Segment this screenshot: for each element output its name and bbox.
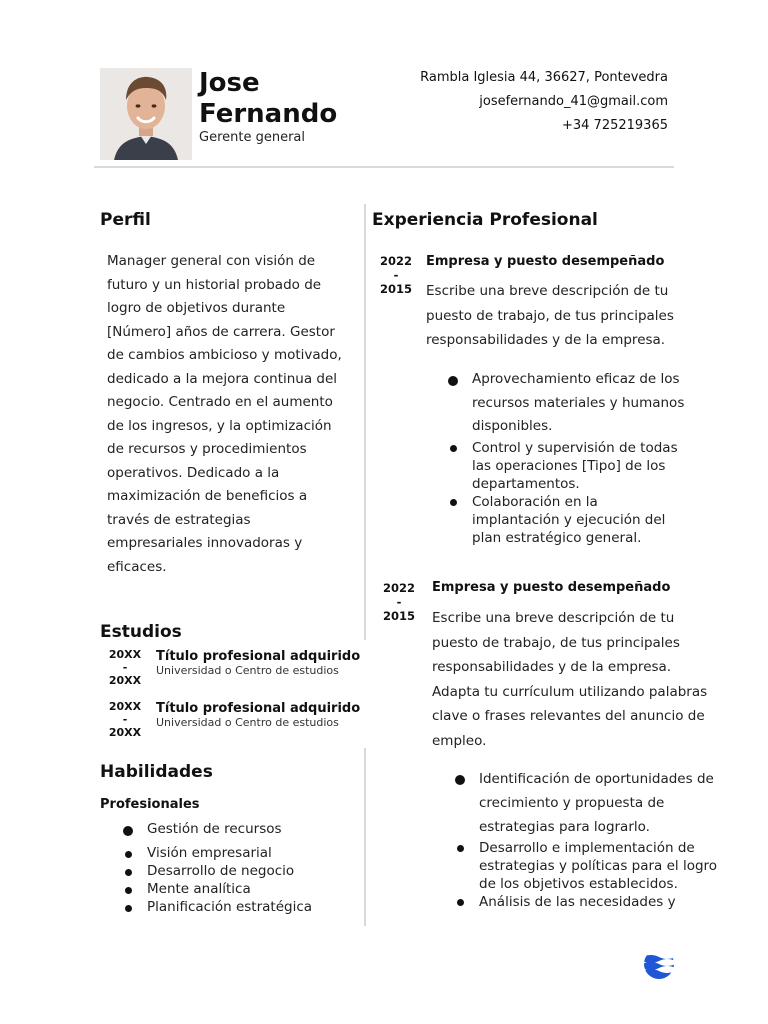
candidate-name [199,68,337,130]
bullet-line: crecimiento y propuesta de [479,795,665,811]
education-details [156,649,376,677]
bullet-line: las operaciones [Tipo] de los [472,457,666,474]
date-separator: - [122,713,128,726]
bullet-icon [125,869,132,876]
bullet-line: estrategias para lograrlo. [479,819,650,835]
bullet-line: de los objetivos establecidos. [479,876,678,892]
bullet-line: recursos materiales y humanos [472,394,685,411]
desc-line: clave o frases relevantes del anuncio de [432,708,705,724]
profile-line: de cambios ambicioso y motivado, [107,347,342,363]
job-bullet [448,439,728,493]
profile-photo [100,68,192,160]
skill-item [123,898,353,916]
first-name: Jose [199,68,260,98]
bullet-icon [123,826,133,836]
job-bullet [448,493,728,547]
skills-subheading: Profesionales [100,797,200,812]
bullet-icon [125,851,132,858]
date-end: 2015 [379,282,412,296]
bullet-line: Colaboración en la [472,493,598,510]
email: josefernando_41@gmail.com [479,94,668,109]
profile-text [107,250,357,579]
job-bullets [448,368,728,547]
job-bullet [455,893,740,911]
job-dates [379,254,413,296]
bullet-icon [450,499,457,506]
education-details [156,701,376,729]
date-separator: - [396,595,402,609]
skill-label: Mente analítica [147,881,251,897]
bullet-icon [457,899,464,906]
skill-label: Visión empresarial [147,845,272,861]
profile-line: Manager general con visión de [107,253,316,269]
skill-item [123,880,353,898]
address: Rambla Iglesia 44, 36627, Pontevedra [420,70,668,85]
skill-label: Planificación estratégica [147,899,313,915]
job-bullet [455,767,740,839]
job-bullets [455,767,740,911]
bullet-icon [125,887,132,894]
bullet-line: disponibles. [472,418,553,434]
job-dates [382,581,416,623]
profile-line: través de estrategias [107,511,251,528]
bullet-line: departamentos. [472,475,580,492]
wave-globe-logo-icon [642,948,676,980]
bullet-line: estrategias y políticas para el logro [479,858,718,874]
degree-title: Título profesional adquirido [156,701,361,716]
profile-line: futuro y un historial probado de [107,276,322,293]
job-role: Gerente general [199,130,306,145]
header-divider [94,166,674,168]
bullet-icon [125,905,132,912]
job-title: Empresa y puesto desempeñado [432,580,671,595]
profile-line: empresariales innovadoras y [107,535,303,551]
profile-heading: Perfil [100,210,151,230]
desc-line: empleo. [432,732,487,749]
profile-line: [Número] años de carrera. Gestor [107,323,335,340]
bullet-line: implantación y ejecución del [472,511,666,528]
school-name: Universidad o Centro de estudios [156,664,339,677]
desc-line: puesto de trabajo, de tus principales [426,307,674,324]
bullet-icon [450,445,457,452]
degree-title: Título profesional adquirido [156,649,361,664]
education-dates [108,648,142,687]
bullet-line: Análisis de las necesidades y [479,894,676,910]
column-divider [364,748,366,926]
bullet-icon [457,845,464,852]
date-start: 20XX [108,700,142,713]
skill-item [123,820,353,838]
education-dates [108,700,142,739]
desc-line: Escribe una breve descripción de tu [432,610,675,626]
skill-item [123,862,353,880]
job-description [432,606,732,753]
bullet-icon [455,775,465,785]
date-end: 2015 [382,609,415,623]
skills-heading: Habilidades [100,762,213,782]
skill-label: Desarrollo de negocio [147,863,295,879]
job-bullet [455,839,740,893]
date-separator: - [393,268,399,282]
desc-line: puesto de trabajo, de tus principales [432,634,680,651]
job-bullet [448,368,728,439]
skill-label: Gestión de recursos [147,821,282,837]
desc-line: responsabilidades y de la empresa. [432,659,672,675]
skill-item [123,844,353,862]
job-title: Empresa y puesto desempeñado [426,254,665,269]
profile-line: dedicado a la mejora continua del [107,370,338,387]
bullet-icon [448,376,458,386]
bullet-line: Control y supervisión de todas [472,439,678,456]
education-heading: Estudios [100,622,182,642]
profile-line: eficaces. [107,558,167,575]
profile-line: operativos. Dedicado a la [107,464,280,481]
date-start: 2022 [379,254,412,268]
date-end: 20XX [108,726,142,739]
experience-heading: Experiencia Profesional [372,210,598,230]
profile-line: logro de objetivos durante [107,300,286,316]
desc-line: responsabilidades y de la empresa. [426,332,666,348]
date-end: 20XX [108,674,142,687]
skills-list [123,820,353,916]
contact-block [420,66,668,138]
phone: +34 725219365 [561,118,668,133]
last-name: Fernando [199,99,338,129]
school-name: Universidad o Centro de estudios [156,716,339,729]
desc-line: Escribe una breve descripción de tu [426,283,669,299]
bullet-line: Desarrollo e implementación de [479,840,695,856]
profile-line: maximización de beneficios a [107,488,308,504]
desc-line: Adapta tu currículum utilizando palabras [432,683,708,700]
bullet-line: Aprovechamiento eficaz de los [472,371,680,387]
profile-line: negocio. Centrado en el aumento [107,394,333,410]
bullet-line: plan estratégico general. [472,529,642,546]
profile-line: de los ingresos, y la optimización [107,417,332,434]
date-start: 2022 [382,581,415,595]
bullet-line: Identificación de oportunidades de [479,771,714,787]
job-description [426,279,726,353]
date-separator: - [122,661,128,674]
column-divider [364,204,366,640]
date-start: 20XX [108,648,142,661]
profile-line: de recursos y procedimientos [107,441,307,457]
